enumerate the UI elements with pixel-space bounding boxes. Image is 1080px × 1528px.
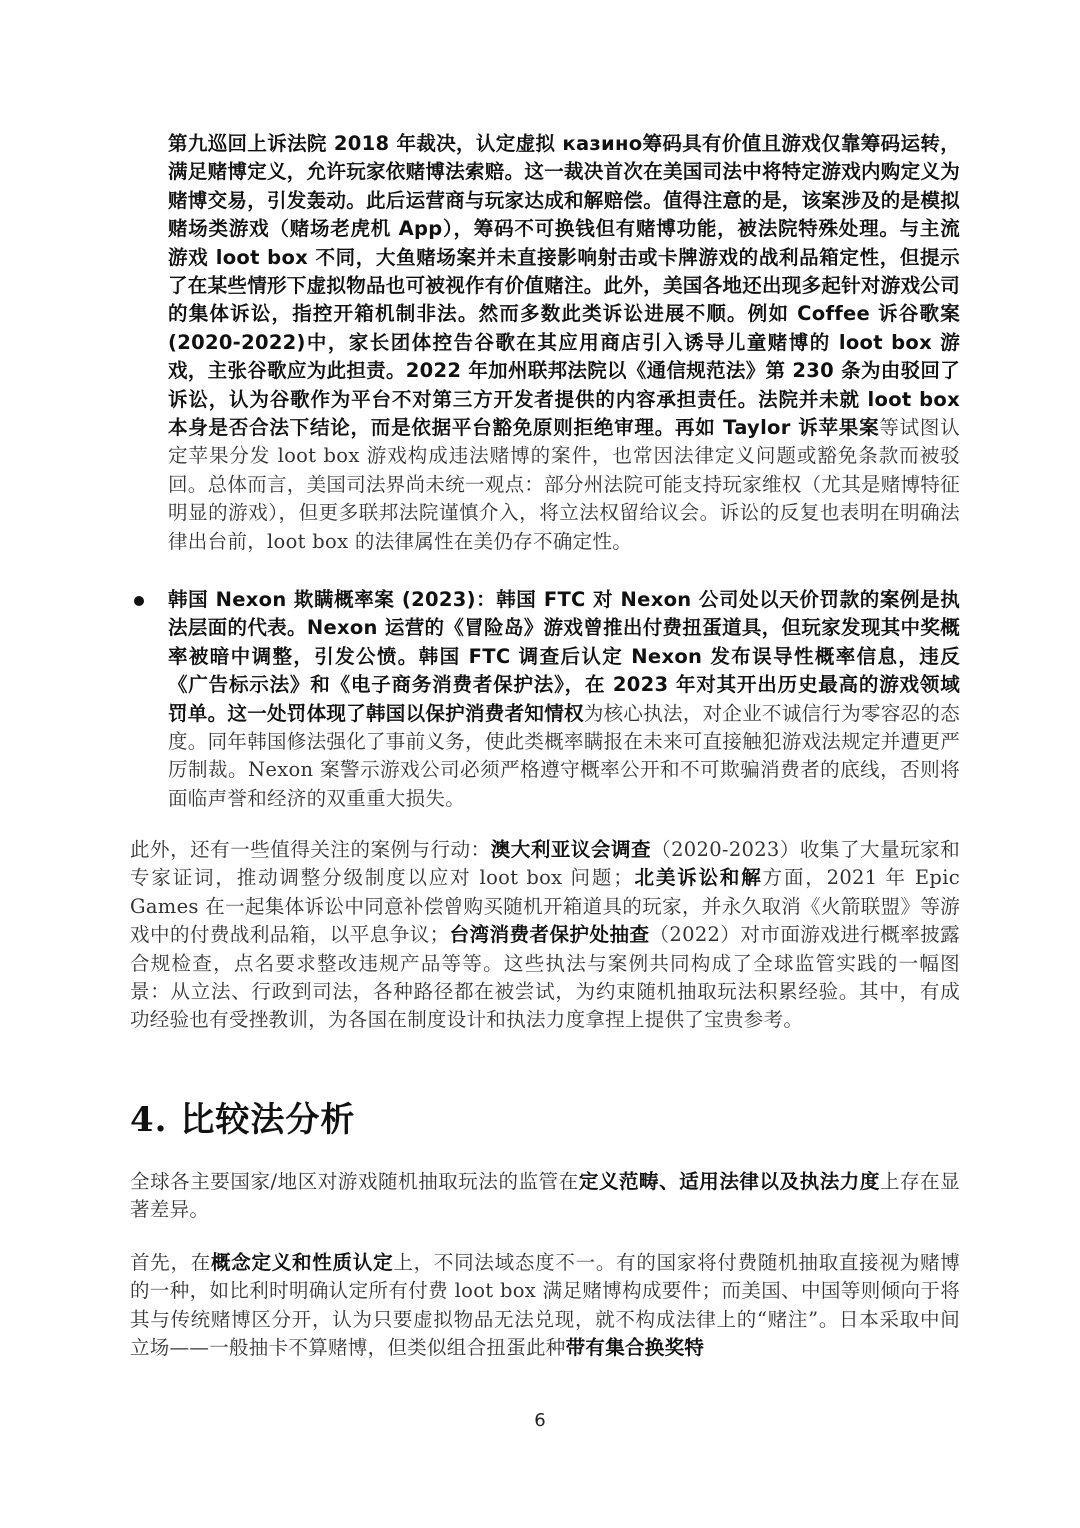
bold-segment: 概念定义和性质认定: [211, 1251, 394, 1274]
us-case-bold-text: 第九巡回上诉法院 2018 年裁决，认定虚拟 казино筹码具有价值且游戏仅靠筹码运转，满足赌博定义，允许玩家依赌博法索赔。这一裁决首次在美国司法中将特定游戏内购定义为赌博交易，引发轰动。此后运营商与玩家达成和解赔偿。值得注意的是，该案涉及的是模拟赌场类游戏（赌场老虎机 App），筹码不可换钱但有赌博功能，被法院特殊处理。与主流游戏 loot box 不同，大鱼赌场案并未直接影响射击或卡牌游戏的战利品箱定性，但提示了在某些情形下虚拟物品也可被视作有价值赌注。此外，美国各地还出现多起针对游戏公司的集体诉讼，指控开箱机制非法。然而多数此类诉讼进展不顺。例如 Coffee 诉谷歌案 (2020-2022)中，家长团体控告谷歌在其应用商店引入诱导儿童赌博的 loot box 游戏，主张谷歌应为此担责。2022 年加州联邦法院以《通信规范法》第 230 条为由驳回了诉讼，认为谷歌作为平台不对第三方开发者提供的内容承担责任。法院并未就 loot box 本身是否合法下结论，而是依据平台豁免原则拒绝审理。再如 Taylor 诉苹果案: [168, 132, 961, 440]
bold-segment: 台湾消费者保护处抽查: [449, 923, 650, 947]
text-segment: 首先，在: [130, 1251, 212, 1274]
bold-segment: 带有集合换奖特: [565, 1336, 705, 1360]
other-cases-paragraph: [130, 836, 960, 1035]
first-paragraph: [130, 1249, 960, 1363]
text-segment: （2020-2023）收集了大量玩家和专家证词，推动调整分级制度以应对 loot box 问题；: [130, 838, 961, 890]
section-heading: 4. 比较法分析: [130, 1100, 356, 1140]
text-segment: （2022）对市面游戏进行概率披露合规检查，点名要求整改违规产品等等。这些执法与案例共同构成了全球监管实践的一幅图景：从立法、行政到司法，各种路径都在被尝试，为约束随机抽取玩法积累经验。其中，有成功经验也有受挫教训，为各国在制度设计和执法力度拿捏上提供了宝贵参考。: [130, 923, 960, 1032]
bullet-icon: [134, 596, 144, 606]
korea-nexon-bullet: [168, 586, 960, 813]
page-number: 6: [534, 1410, 546, 1431]
text-segment: 上，不同法域态度不一。有的国家将付费随机抽取直接视为赌博的一种，如比利时明确认定所有付费 loot box 满足赌博构成要件；而美国、中国等则倾向于将其与传统赌博区分开，认为只要虚拟物品无法兑现，就不构成法律上的“赌注”。日本采取中间立场——一般抽卡不算赌博，但类似组合扭蛋此种: [130, 1251, 961, 1360]
us-case-regular-text: 等试图认定苹果分发 loot box 游戏构成违法赌博的案件，也常因法律定义问题或豁免条款而被驳回。总体而言，美国司法界尚未统一观点：部分州法院可能支持玩家维权（尤其是赌博特征明显的游戏），但更多联邦法院谨慎介入，将立法权留给议会。诉讼的反复也表明在明确法律出台前，loot box 的法律属性在美仍存不确定性。: [168, 416, 961, 553]
text-segment: 上存在显著差异。: [130, 1170, 960, 1222]
korea-regular-text: 为核心执法，对企业不诚信行为零容忍的态度。同年韩国修法强化了事前义务，使此类概率瞒报在未来可直接触犯游戏法规定并遭更严厉制裁。Nexon 案警示游戏公司必须严格遵守概率公开和不可欺骗消费者的底线，否则将面临声誉和经济的双重重大损失。: [168, 701, 961, 810]
text-segment: 方面，2021 年 Epic Games 在一起集体诉讼中同意补偿曾购买随机开箱道具的玩家，并永久取消《火箭联盟》等游戏中的付费战利品箱，以平息争议；: [130, 866, 960, 947]
text-segment: 此外，还有一些值得关注的案例与行动：: [130, 838, 491, 861]
bold-segment: 澳大利亚议会调查: [490, 838, 652, 861]
text-segment: 全球各主要国家/地区对游戏随机抽取玩法的监管在: [130, 1170, 579, 1193]
us-case-paragraph: [168, 130, 960, 556]
korea-bold-text: 韩国 Nexon 欺瞒概率案 (2023)：韩国 FTC 对 Nexon 公司处以天价罚款的案例是执法层面的代表。Nexon 运营的《冒险岛》游戏曾推出付费扭蛋道具，但玩家发现其中奖概率被暗中调整，引发公愤。韩国 FTC 调查后认定 Nexon 发布误导性概率信息，违反《广告标示法》和《电子商务消费者保护法》，在 2023 年对其开出历史最高的游戏领域罚单。这一处罚体现了韩国以保护消费者知情权: [168, 588, 960, 725]
intro-paragraph: [130, 1168, 960, 1225]
bold-segment: 定义范畴、适用法律以及执法力度: [578, 1170, 880, 1193]
bold-segment: 北美诉讼和解: [633, 866, 763, 890]
